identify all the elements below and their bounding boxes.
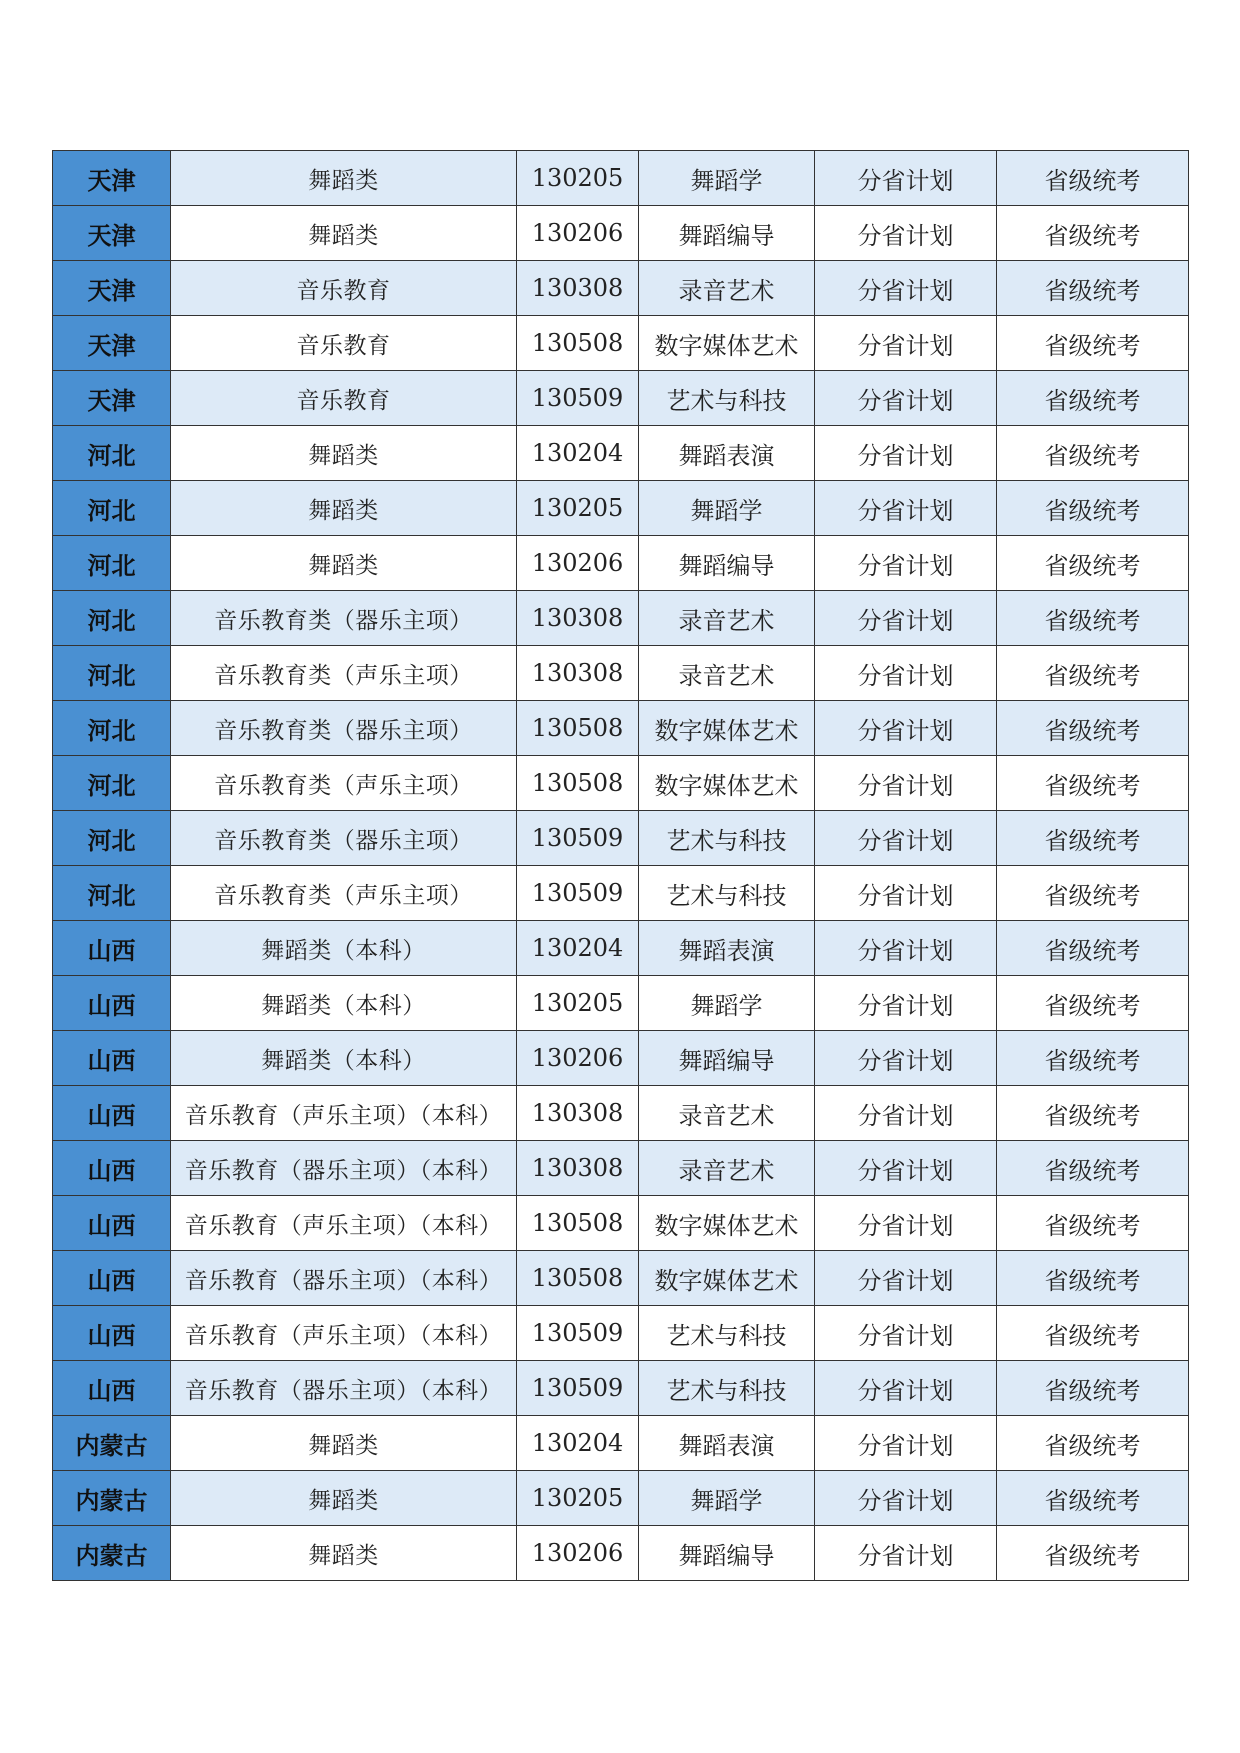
major-name-cell: 舞蹈学 bbox=[639, 1471, 815, 1526]
exam-type-cell: 省级统考 bbox=[997, 1306, 1189, 1361]
province-cell: 河北 bbox=[53, 591, 171, 646]
table-row bbox=[53, 1251, 1189, 1306]
exam-type-cell: 省级统考 bbox=[997, 1471, 1189, 1526]
province-cell: 山西 bbox=[53, 976, 171, 1031]
major-code-cell: 130206 bbox=[517, 1031, 639, 1086]
province-cell: 内蒙古 bbox=[53, 1416, 171, 1471]
major-name-cell: 录音艺术 bbox=[639, 591, 815, 646]
plan-type-cell: 分省计划 bbox=[815, 591, 997, 646]
exam-type-cell: 省级统考 bbox=[997, 206, 1189, 261]
plan-type-cell: 分省计划 bbox=[815, 1526, 997, 1581]
major-code-cell: 130508 bbox=[517, 756, 639, 811]
province-cell: 河北 bbox=[53, 811, 171, 866]
table-row bbox=[53, 481, 1189, 536]
major-code-cell: 130206 bbox=[517, 206, 639, 261]
table-row bbox=[53, 151, 1189, 206]
major-code-cell: 130206 bbox=[517, 536, 639, 591]
exam-type-cell: 省级统考 bbox=[997, 811, 1189, 866]
plan-type-cell: 分省计划 bbox=[815, 481, 997, 536]
exam-type-cell: 省级统考 bbox=[997, 261, 1189, 316]
plan-type-cell: 分省计划 bbox=[815, 1251, 997, 1306]
category-cell: 音乐教育类（声乐主项） bbox=[171, 646, 517, 701]
category-cell: 舞蹈类（本科） bbox=[171, 1031, 517, 1086]
plan-type-cell: 分省计划 bbox=[815, 151, 997, 206]
major-name-cell: 艺术与科技 bbox=[639, 811, 815, 866]
province-cell: 河北 bbox=[53, 481, 171, 536]
table-row bbox=[53, 1526, 1189, 1581]
major-name-cell: 艺术与科技 bbox=[639, 371, 815, 426]
table-row bbox=[53, 426, 1189, 481]
plan-type-cell: 分省计划 bbox=[815, 811, 997, 866]
table-row bbox=[53, 261, 1189, 316]
table-body bbox=[53, 151, 1189, 1581]
major-name-cell: 录音艺术 bbox=[639, 261, 815, 316]
category-cell: 舞蹈类 bbox=[171, 481, 517, 536]
plan-type-cell: 分省计划 bbox=[815, 1361, 997, 1416]
major-code-cell: 130508 bbox=[517, 1251, 639, 1306]
major-code-cell: 130308 bbox=[517, 591, 639, 646]
table-row bbox=[53, 756, 1189, 811]
admission-plan-table bbox=[52, 150, 1189, 1581]
major-name-cell: 录音艺术 bbox=[639, 1086, 815, 1141]
category-cell: 音乐教育 bbox=[171, 371, 517, 426]
province-cell: 山西 bbox=[53, 1196, 171, 1251]
plan-type-cell: 分省计划 bbox=[815, 1141, 997, 1196]
plan-type-cell: 分省计划 bbox=[815, 316, 997, 371]
province-cell: 山西 bbox=[53, 1141, 171, 1196]
plan-type-cell: 分省计划 bbox=[815, 206, 997, 261]
category-cell: 音乐教育类（器乐主项） bbox=[171, 701, 517, 756]
plan-type-cell: 分省计划 bbox=[815, 261, 997, 316]
table-row bbox=[53, 1471, 1189, 1526]
category-cell: 音乐教育 bbox=[171, 316, 517, 371]
exam-type-cell: 省级统考 bbox=[997, 481, 1189, 536]
category-cell: 舞蹈类 bbox=[171, 1416, 517, 1471]
exam-type-cell: 省级统考 bbox=[997, 646, 1189, 701]
exam-type-cell: 省级统考 bbox=[997, 756, 1189, 811]
category-cell: 舞蹈类 bbox=[171, 206, 517, 261]
major-code-cell: 130308 bbox=[517, 261, 639, 316]
exam-type-cell: 省级统考 bbox=[997, 1031, 1189, 1086]
major-name-cell: 数字媒体艺术 bbox=[639, 316, 815, 371]
exam-type-cell: 省级统考 bbox=[997, 1526, 1189, 1581]
table-row bbox=[53, 1196, 1189, 1251]
province-cell: 河北 bbox=[53, 426, 171, 481]
plan-type-cell: 分省计划 bbox=[815, 1031, 997, 1086]
province-cell: 山西 bbox=[53, 1306, 171, 1361]
province-cell: 河北 bbox=[53, 536, 171, 591]
plan-type-cell: 分省计划 bbox=[815, 536, 997, 591]
exam-type-cell: 省级统考 bbox=[997, 151, 1189, 206]
major-name-cell: 舞蹈编导 bbox=[639, 536, 815, 591]
major-name-cell: 舞蹈学 bbox=[639, 976, 815, 1031]
category-cell: 音乐教育（声乐主项）（本科） bbox=[171, 1086, 517, 1141]
table-row bbox=[53, 811, 1189, 866]
table-row bbox=[53, 316, 1189, 371]
plan-type-cell: 分省计划 bbox=[815, 371, 997, 426]
major-name-cell: 数字媒体艺术 bbox=[639, 756, 815, 811]
plan-type-cell: 分省计划 bbox=[815, 646, 997, 701]
major-name-cell: 数字媒体艺术 bbox=[639, 1196, 815, 1251]
category-cell: 舞蹈类（本科） bbox=[171, 921, 517, 976]
exam-type-cell: 省级统考 bbox=[997, 701, 1189, 756]
major-name-cell: 舞蹈学 bbox=[639, 481, 815, 536]
province-cell: 天津 bbox=[53, 371, 171, 426]
province-cell: 山西 bbox=[53, 1361, 171, 1416]
category-cell: 舞蹈类 bbox=[171, 1471, 517, 1526]
exam-type-cell: 省级统考 bbox=[997, 1196, 1189, 1251]
major-code-cell: 130205 bbox=[517, 1471, 639, 1526]
table-row bbox=[53, 701, 1189, 756]
major-code-cell: 130204 bbox=[517, 426, 639, 481]
exam-type-cell: 省级统考 bbox=[997, 1361, 1189, 1416]
exam-type-cell: 省级统考 bbox=[997, 921, 1189, 976]
table-row bbox=[53, 591, 1189, 646]
table-row bbox=[53, 1361, 1189, 1416]
major-code-cell: 130206 bbox=[517, 1526, 639, 1581]
plan-type-cell: 分省计划 bbox=[815, 426, 997, 481]
major-code-cell: 130308 bbox=[517, 1086, 639, 1141]
major-code-cell: 130508 bbox=[517, 701, 639, 756]
plan-type-cell: 分省计划 bbox=[815, 1416, 997, 1471]
major-code-cell: 130508 bbox=[517, 1196, 639, 1251]
category-cell: 音乐教育 bbox=[171, 261, 517, 316]
category-cell: 音乐教育（器乐主项）（本科） bbox=[171, 1251, 517, 1306]
table-row bbox=[53, 206, 1189, 261]
category-cell: 音乐教育（声乐主项）（本科） bbox=[171, 1306, 517, 1361]
major-code-cell: 130204 bbox=[517, 1416, 639, 1471]
category-cell: 舞蹈类 bbox=[171, 1526, 517, 1581]
plan-type-cell: 分省计划 bbox=[815, 866, 997, 921]
exam-type-cell: 省级统考 bbox=[997, 1251, 1189, 1306]
table-row bbox=[53, 1086, 1189, 1141]
major-name-cell: 舞蹈学 bbox=[639, 151, 815, 206]
province-cell: 河北 bbox=[53, 646, 171, 701]
major-code-cell: 130509 bbox=[517, 1306, 639, 1361]
plan-type-cell: 分省计划 bbox=[815, 1196, 997, 1251]
major-code-cell: 130205 bbox=[517, 976, 639, 1031]
plan-type-cell: 分省计划 bbox=[815, 1306, 997, 1361]
table-row bbox=[53, 1031, 1189, 1086]
major-name-cell: 舞蹈表演 bbox=[639, 426, 815, 481]
major-name-cell: 舞蹈表演 bbox=[639, 1416, 815, 1471]
major-code-cell: 130204 bbox=[517, 921, 639, 976]
exam-type-cell: 省级统考 bbox=[997, 866, 1189, 921]
category-cell: 音乐教育类（器乐主项） bbox=[171, 811, 517, 866]
province-cell: 天津 bbox=[53, 316, 171, 371]
major-name-cell: 数字媒体艺术 bbox=[639, 1251, 815, 1306]
province-cell: 天津 bbox=[53, 261, 171, 316]
exam-type-cell: 省级统考 bbox=[997, 976, 1189, 1031]
province-cell: 内蒙古 bbox=[53, 1471, 171, 1526]
major-name-cell: 舞蹈编导 bbox=[639, 206, 815, 261]
table-row bbox=[53, 1416, 1189, 1471]
exam-type-cell: 省级统考 bbox=[997, 1416, 1189, 1471]
exam-type-cell: 省级统考 bbox=[997, 426, 1189, 481]
province-cell: 河北 bbox=[53, 866, 171, 921]
province-cell: 内蒙古 bbox=[53, 1526, 171, 1581]
exam-type-cell: 省级统考 bbox=[997, 1141, 1189, 1196]
exam-type-cell: 省级统考 bbox=[997, 316, 1189, 371]
major-code-cell: 130205 bbox=[517, 481, 639, 536]
province-cell: 山西 bbox=[53, 1251, 171, 1306]
table-row bbox=[53, 866, 1189, 921]
exam-type-cell: 省级统考 bbox=[997, 371, 1189, 426]
major-name-cell: 录音艺术 bbox=[639, 1141, 815, 1196]
major-code-cell: 130509 bbox=[517, 866, 639, 921]
category-cell: 舞蹈类（本科） bbox=[171, 976, 517, 1031]
province-cell: 山西 bbox=[53, 1031, 171, 1086]
major-code-cell: 130508 bbox=[517, 316, 639, 371]
category-cell: 音乐教育（声乐主项）（本科） bbox=[171, 1196, 517, 1251]
province-cell: 山西 bbox=[53, 1086, 171, 1141]
major-code-cell: 130308 bbox=[517, 1141, 639, 1196]
category-cell: 舞蹈类 bbox=[171, 151, 517, 206]
plan-type-cell: 分省计划 bbox=[815, 701, 997, 756]
major-name-cell: 艺术与科技 bbox=[639, 866, 815, 921]
table-row bbox=[53, 646, 1189, 701]
major-code-cell: 130509 bbox=[517, 371, 639, 426]
major-name-cell: 舞蹈编导 bbox=[639, 1031, 815, 1086]
exam-type-cell: 省级统考 bbox=[997, 536, 1189, 591]
table-row bbox=[53, 536, 1189, 591]
table-row bbox=[53, 921, 1189, 976]
province-cell: 山西 bbox=[53, 921, 171, 976]
plan-type-cell: 分省计划 bbox=[815, 756, 997, 811]
province-cell: 河北 bbox=[53, 701, 171, 756]
plan-type-cell: 分省计划 bbox=[815, 976, 997, 1031]
major-name-cell: 舞蹈表演 bbox=[639, 921, 815, 976]
major-code-cell: 130308 bbox=[517, 646, 639, 701]
major-name-cell: 录音艺术 bbox=[639, 646, 815, 701]
province-cell: 天津 bbox=[53, 206, 171, 261]
category-cell: 音乐教育（器乐主项）（本科） bbox=[171, 1361, 517, 1416]
major-name-cell: 艺术与科技 bbox=[639, 1306, 815, 1361]
plan-type-cell: 分省计划 bbox=[815, 1471, 997, 1526]
category-cell: 舞蹈类 bbox=[171, 426, 517, 481]
province-cell: 河北 bbox=[53, 756, 171, 811]
plan-type-cell: 分省计划 bbox=[815, 921, 997, 976]
category-cell: 音乐教育（器乐主项）（本科） bbox=[171, 1141, 517, 1196]
table-row bbox=[53, 1141, 1189, 1196]
table-row bbox=[53, 371, 1189, 426]
major-code-cell: 130509 bbox=[517, 811, 639, 866]
province-cell: 天津 bbox=[53, 151, 171, 206]
plan-type-cell: 分省计划 bbox=[815, 1086, 997, 1141]
major-name-cell: 数字媒体艺术 bbox=[639, 701, 815, 756]
category-cell: 舞蹈类 bbox=[171, 536, 517, 591]
category-cell: 音乐教育类（器乐主项） bbox=[171, 591, 517, 646]
major-code-cell: 130205 bbox=[517, 151, 639, 206]
category-cell: 音乐教育类（声乐主项） bbox=[171, 756, 517, 811]
table-row bbox=[53, 1306, 1189, 1361]
major-name-cell: 舞蹈编导 bbox=[639, 1526, 815, 1581]
major-name-cell: 艺术与科技 bbox=[639, 1361, 815, 1416]
table-row bbox=[53, 976, 1189, 1031]
exam-type-cell: 省级统考 bbox=[997, 591, 1189, 646]
major-code-cell: 130509 bbox=[517, 1361, 639, 1416]
category-cell: 音乐教育类（声乐主项） bbox=[171, 866, 517, 921]
exam-type-cell: 省级统考 bbox=[997, 1086, 1189, 1141]
